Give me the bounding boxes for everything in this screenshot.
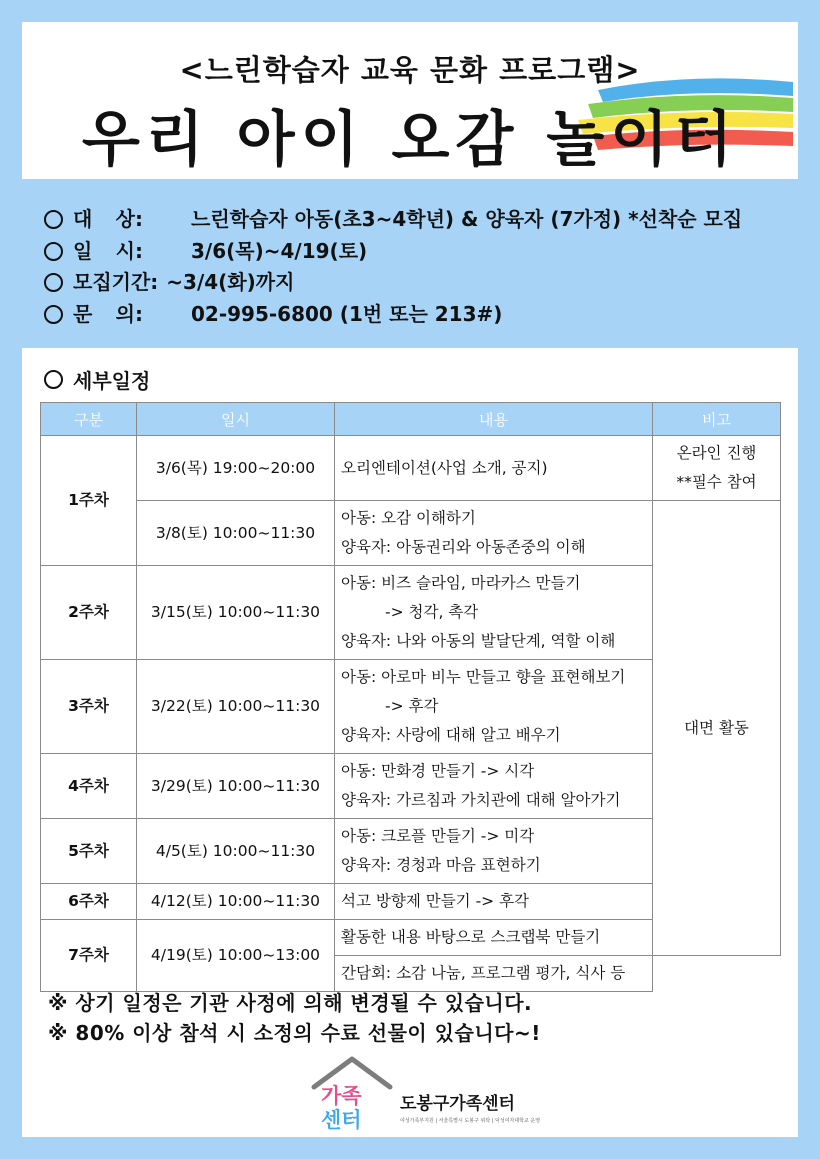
logo-mark-top: 가족 <box>321 1084 362 1108</box>
schedule-table <box>40 402 781 992</box>
program-info <box>44 204 784 330</box>
date-cell: 3/22(토) 10:00~11:30 <box>137 660 335 754</box>
date-cell: 4/12(토) 10:00~11:30 <box>137 884 335 920</box>
date-cell: 4/5(토) 10:00~11:30 <box>137 819 335 884</box>
info-deadline <box>44 267 784 299</box>
program-title: 우리 아이 오감 놀이터 <box>81 105 739 175</box>
week-cell: 4주차 <box>41 754 137 819</box>
remark-cell: 대면 활동 <box>653 501 781 956</box>
note-line: ※ 80% 이상 참석 시 소정의 수료 선물이 있습니다~! <box>48 1021 541 1045</box>
week-cell: 2주차 <box>41 566 137 660</box>
week-cell: 5주차 <box>41 819 137 884</box>
schedule-panel <box>22 348 798 1137</box>
family-center-logo <box>308 1053 541 1133</box>
circle-bullet-icon <box>44 305 63 324</box>
date-cell: 3/15(토) 10:00~11:30 <box>137 566 335 660</box>
table-header-row <box>41 403 781 436</box>
content-cell: 오리엔테이션(사업 소개, 공지) <box>335 436 653 501</box>
week-cell: 3주차 <box>41 660 137 754</box>
circle-bullet-icon <box>44 370 63 389</box>
header-datetime: 일시 <box>137 403 335 436</box>
circle-bullet-icon <box>44 242 63 261</box>
header-banner <box>22 22 798 179</box>
table-row <box>41 436 781 501</box>
date-cell: 3/6(목) 19:00~20:00 <box>137 436 335 501</box>
info-target-value: 느린학습자 아동(초3~4학년) & 양육자 (7가정) *선착순 모집 <box>191 207 743 231</box>
info-date: 일 시: 3/6(목)~4/19(토) <box>44 236 784 268</box>
content-cell: 아동: 오감 이해하기 양육자: 아동권리와 아동존중의 이해 <box>335 501 653 566</box>
info-target: 대 상: 느린학습자 아동(초3~4학년) & 양육자 (7가정) *선착순 모집 <box>44 204 784 236</box>
logo-subtext: 여성가족부지원 | 서울특별시 도봉구 위탁 | 덕성여자대학교 운영 <box>400 1118 541 1124</box>
date-cell: 4/19(토) 10:00~13:00 <box>137 920 335 992</box>
header-week: 구분 <box>41 403 137 436</box>
info-contact-value: 02-995-6800 (1번 또는 213#) <box>191 301 503 326</box>
week-cell: 1주차 <box>41 436 137 566</box>
date-cell: 3/29(토) 10:00~11:30 <box>137 754 335 819</box>
content-cell: 아동: 비즈 슬라임, 마라카스 만들기 -> 청각, 촉각 양육자: 나와 아동의 발달단계, 역할 이해 <box>335 566 653 660</box>
header-content: 내용 <box>335 403 653 436</box>
info-date-value: 3/6(목)~4/19(토) <box>191 238 368 263</box>
content-cell: 활동한 내용 바탕으로 스크랩북 만들기 <box>335 920 653 956</box>
content-cell: 아동: 만화경 만들기 -> 시각 양육자: 가르침과 가치관에 대해 알아가기 <box>335 754 653 819</box>
content-cell: 아동: 크로플 만들기 -> 미각 양육자: 경청과 마음 표현하기 <box>335 819 653 884</box>
program-subtitle: <느린학습자 교육 문화 프로그램> <box>179 53 641 87</box>
circle-bullet-icon <box>44 273 63 292</box>
week-cell: 6주차 <box>41 884 137 920</box>
note-line: ※ 상기 일정은 기관 사정에 의해 변경될 수 있습니다. <box>48 991 533 1015</box>
section-title: 세부일정 <box>44 365 150 394</box>
info-deadline-label: 모집기간: <box>73 270 159 294</box>
info-contact: 문 의: 02-995-6800 (1번 또는 213#) <box>44 299 784 331</box>
content-cell: 석고 방향제 만들기 -> 후각 <box>335 884 653 920</box>
week-cell: 7주차 <box>41 920 137 992</box>
remark-cell: 온라인 진행 **필수 참여 <box>653 436 781 501</box>
header-remark: 비고 <box>653 403 781 436</box>
house-roof-icon <box>308 1053 396 1133</box>
content-cell: 간담회: 소감 나눔, 프로그램 평가, 식사 등 <box>335 956 653 992</box>
circle-bullet-icon <box>44 210 63 229</box>
content-cell: 아동: 아로마 비누 만들고 향을 표현해보기 -> 후각 양육자: 사랑에 대해 알고 배우기 <box>335 660 653 754</box>
logo-mark-bottom: 센터 <box>321 1108 362 1132</box>
footer-notes <box>48 988 541 1048</box>
logo-name: 도봉구가족센터 <box>400 1094 515 1114</box>
table-row <box>41 501 781 566</box>
date-cell: 3/8(토) 10:00~11:30 <box>137 501 335 566</box>
info-deadline-value: ~3/4(화)까지 <box>166 270 295 294</box>
